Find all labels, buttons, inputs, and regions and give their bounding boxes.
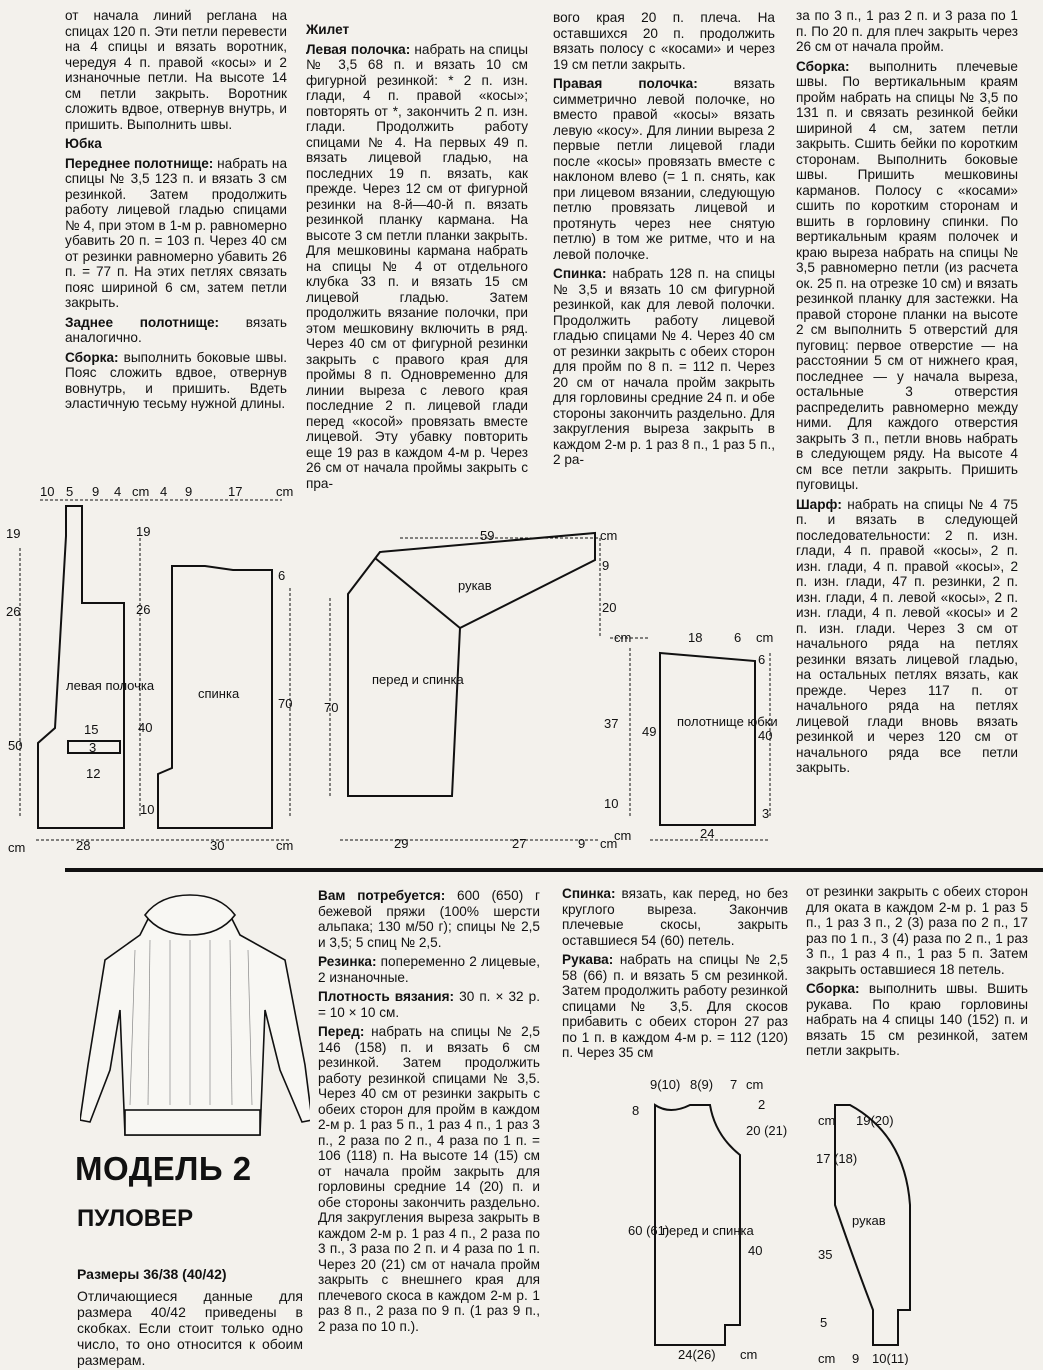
paragraph — [562, 952, 788, 1061]
paragraph — [65, 156, 287, 311]
sweater-illustration — [80, 890, 310, 1150]
text-col-2 — [306, 22, 528, 495]
dim-back-10: 10 — [140, 802, 155, 817]
label-back: спинка — [198, 686, 240, 701]
model-title: МОДЕЛЬ 2 — [75, 1150, 252, 1187]
paragraph-heading: Юбка — [65, 136, 102, 151]
paragraph-text: выполнить боковые швы. Пояс сложить вдвое, отвернув вовнутрь, и пришить. Вдеть эластичную тесьму нужной длины. — [65, 349, 287, 411]
dim-back-40: 40 — [138, 720, 153, 735]
paragraph-text: набрать на спицы № 3,5 68 п. и вязать 10 см фигурной резинкой: * 2 п. изн. глади, 4 п. правой «косы»; повторять от *, закончить 2 п. изн. глади. Продолжить работу спицами № 4. На первых 49 п. вязать лицевой гладью, на последних 19 п. вязать, как прежде. Через 12 см от фигурной резинки на 8-й—40-й п. вязать резинкой планку кармана. На высоте 3 см петли планки закрыть. Для мешковины кармана набрать на спицы № 4 от отдельного клубка 33 п. и вязать 15 см лицевой гладью. Затем продолжить вязание полочки, при этом мешковину включить в ряд. Через 40 см от фигурной резинки закрыть с правого края для проймы 8 п. Одновременно для линии выреза с левого края последние 2 п. лицевой глади перед «косой» провязать вместе лицевой. Эту убавку повторить еще 19 раз в каждом 4-м р. Через 26 см от начала проймы закрыть с пра- — [306, 41, 528, 491]
dim-sleeve-b-10: 10(11) — [872, 1351, 909, 1365]
dim-body-60: 60 (61) — [628, 1223, 670, 1238]
model-subtitle: ПУЛОВЕР — [77, 1205, 194, 1232]
paragraph-text: от резинки закрыть с обеих сторон для оката в каждом 2-м р. 1 раз 5 п., 1 раз 3 п., 2 (3) раза по 2 п., 17 раз по 1 п., 3 (4) раза по 2 п., 1 раз 3 п., 1 раз 4 п., 1 раз 5 п. Затем закрыть оставшиеся 18 петель. — [806, 884, 1028, 977]
paragraph-heading: Сборка: — [65, 349, 119, 365]
dim-left-19: 19 — [6, 526, 21, 541]
label-sleeve: рукав — [458, 578, 492, 593]
dim-body-40: 40 — [748, 1243, 763, 1258]
dim-vest-top-2: 5 — [66, 484, 74, 499]
dim-vest-top-3: 9 — [92, 484, 100, 499]
paragraph-text: набрать на спицы № 2,5 58 (66) п. и вязать 5 см резинкой. Затем продолжить работу резинкой спицами № 3,5. Для скосов прибавить с обеих сторон 27 раз по 1 п. в каждом 4-м р. = 112 (120) п. Через 35 см — [562, 952, 788, 1060]
dim-left-50: 50 — [8, 738, 23, 753]
label-sleeve-b: рукав — [852, 1213, 886, 1228]
paragraph-heading: Левая полочка: — [306, 41, 411, 57]
paragraph-heading: Резинка: — [318, 954, 377, 969]
paragraph — [553, 266, 775, 468]
dim-body-20: 20 (21) — [746, 1123, 788, 1138]
dim-sleeve-b-cm2: cm — [818, 1351, 836, 1365]
pocket-3: 3 — [89, 740, 97, 755]
dim-skirt-3: 3 — [762, 806, 770, 821]
paragraph — [553, 10, 775, 72]
paragraph-text: от начала линий реглана на спицах 120 п. Эти петли перевести на 4 спицы и вязать воротник, чередуя 4 п. правой «косы» и 2 изнаночные петли. На высоте 14 см петли закрыть. Воротник сложить вдвое, отвернув внутрь, и пришить. Выполнить швы. — [65, 8, 287, 132]
dim-back-70: 70 — [278, 696, 293, 711]
dim-body-24: 24(26) — [678, 1347, 716, 1362]
label-skirt: полотнище юбки — [677, 714, 778, 729]
dim-back-cm: cm — [276, 838, 294, 853]
paragraph — [796, 59, 1018, 493]
dim-skirt-10: 10 — [604, 796, 619, 811]
paragraph-text: 600 (650) г бежевой пряжи (100% шерсти альпака; 130 м/50 г); спицы № 2,5 и 3,5; 5 спиц № 2,5. — [318, 888, 540, 950]
bottom-col-3 — [562, 886, 788, 1065]
dim-vest-top-1: 10 — [40, 484, 55, 499]
paragraph — [65, 136, 287, 152]
paragraph-text: набрать на спицы № 3,5 123 п. и вязать 3 см резинкой. Затем продолжить работу лицевой гладью спицами № 4, при этом в 1-м р. равномерно убавить 20 п. = 103 п. Через 40 см от резинки равномерно убавить 26 п. = 77 п. На этих петлях связать пояс шириной 6 см, затем петли закрыть. — [65, 155, 287, 310]
paragraph-heading: Рукава: — [562, 952, 614, 967]
paragraph-text: выполнить швы. Вшить рукава. По краю горловины набрать на 4 спицы 140 (152) п. и вязать 15 см резинкой, затем петли закрыть. — [806, 981, 1028, 1058]
dim-skirt-6r: 6 — [758, 652, 766, 667]
dim-sleeve-b-17: 17 (18) — [816, 1151, 858, 1166]
paragraph — [318, 888, 540, 950]
label-body: перед и спинка — [662, 1223, 754, 1238]
paragraph-text: 30 п. × 32 р. = 10 × 10 см. — [318, 989, 540, 1020]
dim-sleeve-b-cm: cm — [818, 1113, 836, 1128]
bottom-schematics — [590, 1075, 1040, 1365]
dim-sleeve-59: 59 — [480, 528, 495, 543]
section-divider — [65, 868, 1043, 872]
paragraph-text: попеременно 2 лицевые, 2 изнаночные. — [318, 954, 540, 985]
dim-left-26: 26 — [6, 604, 21, 619]
paragraph-heading: Спинка: — [553, 266, 607, 281]
dim-front-27: 27 — [512, 836, 527, 851]
dim-front-9: 9 — [578, 836, 586, 851]
paragraph-heading: Вам потребуется: — [318, 888, 446, 903]
dim-front-70: 70 — [324, 700, 339, 715]
paragraph — [65, 315, 287, 346]
dim-body-top-2: 8(9) — [690, 1077, 714, 1092]
dim-body-top-4: cm — [746, 1077, 764, 1092]
model-note: Отличающиеся данные для размера 40/42 приведены в скобках. Если стоит только одно число, то оно относится к обоим размерам. — [77, 1288, 303, 1368]
dim-sleeve-cm: cm — [600, 528, 618, 543]
dim-sleeve-9: 9 — [602, 558, 610, 573]
top-schematics — [0, 478, 1043, 858]
paragraph — [318, 989, 540, 1020]
paragraph-heading: Сборка: — [806, 981, 860, 996]
dim-sleeve-b-9: 9 — [852, 1351, 860, 1365]
paragraph — [318, 954, 540, 985]
paragraph-text: набрать 128 п. на спицы № 3,5 и вязать 10 см фигурной резинкой, как для левой полочки. Продолжить работу лицевой гладью спицами № 4. Через 40 см от резинки закрыть с обеих сторон для пройм по 8 п. = 112 п. Через 20 см от начала пройм закрыть для горловины средние 24 п. и обе стороны закончить раздельно. Для закругления выреза закрыть в каждом 2-м р. 1 раз 8 п., 1 раз 5 п., 2 ра- — [553, 266, 775, 467]
dim-body-2: 2 — [758, 1097, 766, 1112]
dim-front-29: 29 — [394, 836, 409, 851]
pocket-12: 12 — [86, 766, 101, 781]
paragraph-heading: Правая полочка: — [553, 76, 698, 91]
dim-left-28: 28 — [76, 838, 91, 853]
model-sizes: Размеры 36/38 (40/42) — [77, 1266, 227, 1282]
dim-back-6: 6 — [278, 568, 286, 583]
dim-sleeve-b-19: 19(20) — [856, 1113, 894, 1128]
dim-sleeve-20: 20 — [602, 600, 617, 615]
dim-front-cm: cm — [600, 836, 618, 851]
dim-skirt-40: 40 — [758, 728, 773, 743]
dim-vest-top-9: cm — [276, 484, 294, 499]
paragraph — [306, 42, 528, 492]
paragraph-text: вязать симметрично левой полочке, но вместо правой «косы» вязать левую «косу». Для линии выреза 2 первые петли лицевой глади после «косы» провязать вместе с наклоном влево (= 1 п. снять, как при лицевом вязании, следующую петлю провязать лицевой и протянуть через нее снятую петлю) в том же ритме, что и на левой полочке. — [553, 76, 775, 262]
paragraph — [806, 884, 1028, 977]
paragraph-heading: Заднее полотнище: — [65, 314, 220, 330]
bottom-col-4 — [806, 884, 1028, 1063]
paragraph-heading: Жилет — [306, 22, 350, 37]
paragraph-text: выполнить плечевые швы. По вертикальным краям пройм набрать на спицы № 3,5 по 131 п. и связать резинкой бейки шириной 4 см, затем петли закрыть. Сшить бейки по коротким сторонам. Выполнить боковые швы. Пришить мешковины карманов. Полосу с «косами» сшить по коротким сторонам и вшить в горловину спинки. По вертикальным краям полочек и краю выреза набрать на спицы № 3,5 равномерно петли (из расчета ок. 25 п. на отрезке 10 см) и вязать резинкой планку для застежки. На правой стороне планки на высоте 2 см выполнить 5 отверстий для пуговиц: первое отверстие — на расстоянии 5 см от нижнего края, последнее — у начала выреза, остальные 3 отверстия распределить равномерно между ними. Для каждого отверстия закрыть 3 п., петли вновь набрать в следующем ряду. На высоте 4 см все петли закрыть. Пришить пуговицы. — [796, 58, 1018, 492]
paragraph — [306, 22, 528, 38]
dim-sleeve-b-5: 5 — [820, 1315, 828, 1330]
dim-skirt-6: 6 — [734, 630, 742, 645]
paragraph-heading: Спинка: — [562, 886, 616, 901]
paragraph-heading: Шарф: — [796, 496, 842, 512]
dim-vest-top-6: 4 — [160, 484, 168, 499]
paragraph-text: за по 3 п., 1 раз 2 п. и 3 раза по 1 п. По 20 п. для плеч закрыть через 26 см от начала пройм. — [796, 8, 1018, 54]
text-col-1 — [65, 8, 287, 416]
paragraph — [806, 981, 1028, 1059]
paragraph — [553, 76, 775, 262]
paragraph-text: вязать, как перед, но без круглого выреза. Закончив плечевые скосы, закрыть оставшиеся 54 (60) петель. — [562, 886, 788, 948]
dim-back-19: 19 — [136, 524, 151, 539]
label-front-back: перед и спинка — [372, 672, 464, 687]
paragraph — [65, 350, 287, 412]
dim-back-30: 30 — [210, 838, 225, 853]
dim-skirt-49: 49 — [642, 724, 657, 739]
dim-skirt-37: 37 — [604, 716, 619, 731]
dim-skirt-18: 18 — [688, 630, 703, 645]
dim-back-26: 26 — [136, 602, 151, 617]
paragraph — [796, 8, 1018, 55]
dim-sleeve-b-35: 35 — [818, 1247, 833, 1262]
paragraph — [562, 886, 788, 948]
paragraph — [318, 1024, 540, 1334]
dim-vest-top-7: 9 — [185, 484, 193, 499]
dim-vest-top-5: cm — [132, 484, 150, 499]
label-left-front: левая полочка — [66, 678, 155, 693]
dim-body-top-3: 7 — [730, 1077, 738, 1092]
dim-vest-top-8: 17 — [228, 484, 243, 499]
dim-left-cm: cm — [8, 840, 26, 855]
paragraph-heading: Перед: — [318, 1024, 365, 1039]
pocket-15: 15 — [84, 722, 99, 737]
dim-body-cm: cm — [740, 1347, 758, 1362]
dim-skirt-cm-b: cm — [614, 828, 632, 843]
paragraph-heading: Переднее полотнище: — [65, 155, 214, 171]
paragraph-text: вого края 20 п. плеча. На оставшихся 20 п. продолжить вязать полосу с «косами» и через 19 см петли закрыть. — [553, 10, 775, 72]
paragraph — [65, 8, 287, 132]
text-col-3 — [553, 10, 775, 472]
dim-vest-top-4: 4 — [114, 484, 122, 499]
paragraph-text: набрать на спицы № 2,5 146 (158) п. и вязать 6 см резинкой. Затем продолжить работу резинкой спицами № 3,5. Через 40 см от резинки закрыть с обеих сторон для пройм в каждом 2-м р. 1 раз 5 п., 1 раз 4 п., 1 раз 3 п., 2 раза по 2 п., 4 раза по 1 п. = 106 (118) п. На высоте 14 (15) см от начала пройм закрыть для горловины средние 14 (20) п. и обе стороны закончить раздельно. Для закругления выреза закрыть в каждом 2-м р. 1 раз 4 п., 2 раза по 3 п., 3 раза по 2 п. и 4 раза по 1 п. Через 20 (21) см от начала пройм закрыть с внешнего края для плечевого скоса в каждом 2-м р. 1 раз 8 п., 2 раза по 9 п. (1 раз 9 п., 2 раза по 10 п.). — [318, 1024, 540, 1334]
dim-body-8: 8 — [632, 1103, 640, 1118]
paragraph-text: набрать на спицы № 4 75 п. и вязать в следующей последовательности: 2 п. изн. глади, 4 п. правой «косы», 2 п. изн. глади, 4 п. правой «косы», 2 п. изн. глади, 47 п. резинки, 2 п. изн. глади, 4 п. левой «косы», 2 п. изн. глади, 4 п. левой «косы» и 2 п. изн. глади. Через 3 см от начального ряда на петлях резинки вязать лицевой гладью, на остальных петлях вязать, как прежде. Через 117 п. от начального ряда на петлях лицевой глади вновь вязать резинкой и через 120 см от начального ряда все петли закрыть. — [796, 496, 1018, 775]
paragraph-text: вязать аналогично. — [65, 314, 287, 345]
paragraph-heading: Плотность вязания: — [318, 989, 455, 1004]
dim-skirt-cm-r: cm — [756, 630, 774, 645]
paragraph-heading: Сборка: — [796, 58, 850, 74]
dim-body-top-1: 9(10) — [650, 1077, 681, 1092]
dim-skirt-24: 24 — [700, 826, 715, 841]
dim-skirt-cm-l: cm — [614, 630, 632, 645]
bottom-col-2 — [318, 888, 540, 1338]
